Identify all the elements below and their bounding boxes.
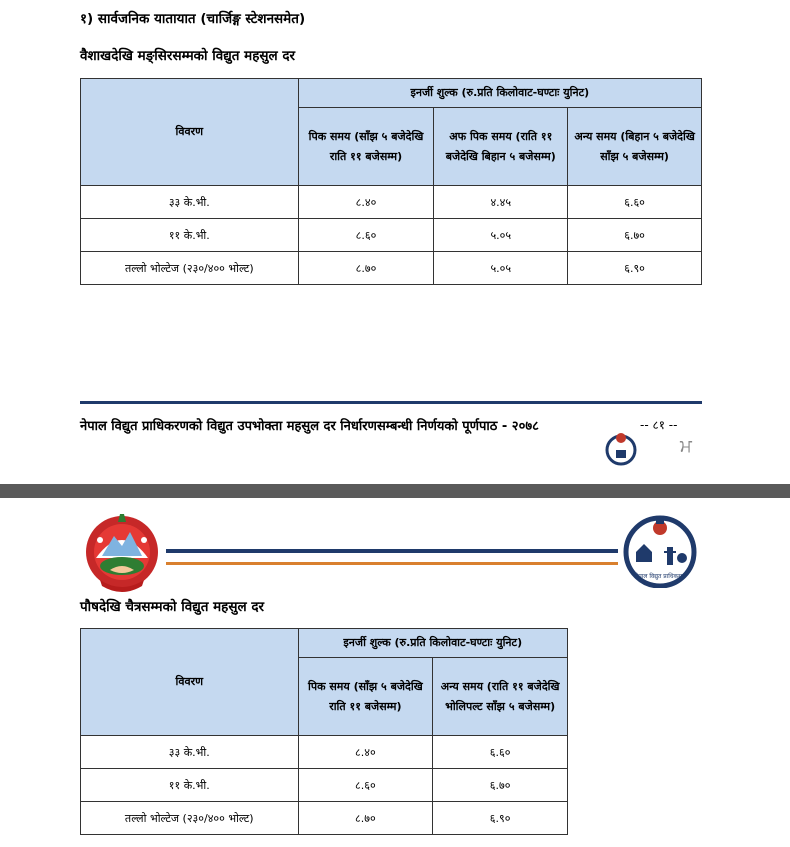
cell-value: ६.९० (568, 252, 702, 285)
cell-value: ६.७० (433, 769, 568, 802)
header-description: विवरण (81, 629, 299, 736)
cell-value: ५.०५ (434, 252, 568, 285)
cell-value: ६.७० (568, 219, 702, 252)
page-number: -- ८१ -- (640, 418, 678, 432)
season-subtitle-1: वैशाखदेखि मङ्सिरसम्मको विद्युत महसुल दर (80, 48, 296, 64)
cell-value: ५.०५ (434, 219, 568, 252)
header-energy-charge: इनर्जी शुल्क (रु.प्रति किलोवाट-घण्टाः युनिट) (298, 79, 701, 108)
footer-rule (80, 401, 702, 404)
cell-value: ८.४० (298, 186, 434, 219)
row-label: ३३ के.भी. (81, 186, 299, 219)
nea-logo-text: नेपाल विद्युत प्राधिकरण (635, 573, 685, 580)
cell-value: ८.७० (298, 252, 434, 285)
row-label: तल्लो भोल्टेज (२३०/४०० भोल्ट) (81, 252, 299, 285)
cell-value: ६.९० (433, 802, 568, 835)
cell-value: ६.६० (568, 186, 702, 219)
table-row (81, 802, 568, 835)
nea-stamp-icon (604, 430, 638, 466)
cell-value: ८.७० (298, 802, 433, 835)
header-peak: पिक समय (साँझ ५ बजेदेखि राति ११ बजेसम्म) (298, 108, 434, 186)
row-label: ११ के.भी. (81, 219, 299, 252)
header-off-peak: अफ पिक समय (राति ११ बजेदेखि बिहान ५ बजेसम्म) (434, 108, 568, 186)
tariff-table-1 (80, 78, 702, 285)
table-row (81, 252, 702, 285)
row-label: तल्लो भोल्टेज (२३०/४०० भोल्ट) (81, 802, 299, 835)
footer-document-title: नेपाल विद्युत प्राधिकरणको विद्युत उपभोक्ता महसुल दर निर्धारणसम्बन्धी निर्णयको पूर्णपाठ - २०७८ (80, 419, 539, 434)
section-title: १) सार्वजनिक यातायात (चार्जिङ्ग स्टेशनसमेत) (80, 11, 306, 27)
document-page-2 (0, 498, 790, 847)
row-label: ३३ के.भी. (81, 736, 299, 769)
cell-value: ८.६० (298, 219, 434, 252)
page-separator (0, 484, 790, 498)
row-label: ११ के.भी. (81, 769, 299, 802)
header-peak: पिक समय (साँझ ५ बजेदेखि राति ११ बजेसम्म) (298, 658, 433, 736)
table-row (81, 736, 568, 769)
header-energy-charge: इनर्जी शुल्क (रु.प्रति किलोवाट-घण्टाः युनिट) (298, 629, 567, 658)
header-other: अन्य समय (बिहान ५ बजेदेखि साँझ ५ बजेसम्म) (568, 108, 702, 186)
header-rule-blue (166, 549, 618, 553)
nea-logo-icon (622, 512, 698, 588)
cell-value: ४.४५ (434, 186, 568, 219)
cell-value: ८.४० (298, 736, 433, 769)
table-row (81, 769, 568, 802)
cell-value: ८.६० (298, 769, 433, 802)
header-description: विवरण (81, 79, 299, 186)
signature-initial: ਮ (680, 436, 692, 457)
emblem-of-nepal-icon (82, 510, 162, 592)
header-other: अन्य समय (राति ११ बजेदेखि भोलिपल्ट साँझ ५ बजेसम्म) (433, 658, 568, 736)
cell-value: ६.६० (433, 736, 568, 769)
table-row (81, 186, 702, 219)
header-rule-orange (166, 562, 618, 565)
tariff-table-2 (80, 628, 568, 835)
table-row (81, 219, 702, 252)
season-subtitle-2: पौषदेखि चैत्रसम्मको विद्युत महसुल दर (80, 599, 265, 615)
